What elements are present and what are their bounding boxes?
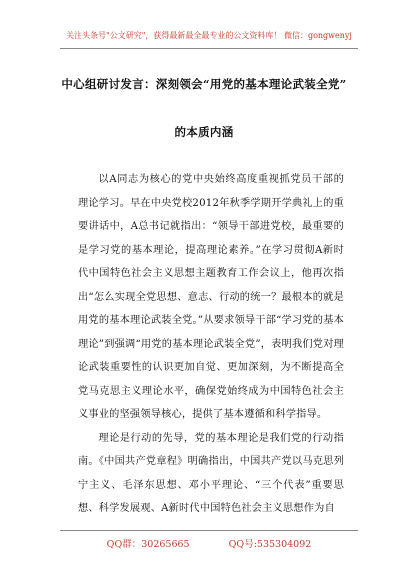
footer-qq-group: QQ群：30265665	[106, 539, 190, 550]
header-banner: 关注头条号"公文研究"，获得最新最全最专业的公文资料库！ 微信：gongwenyj	[66, 31, 352, 40]
body-paragraph-1: 以A同志为核心的党中央始终高度重视抓党员干部的理论学习。早在中央党校2012年秋季学期开学典礼上的重要讲话中，A总书记就指出：“领导干部进党校，最重要的是学习党的基本理论，提高理论素养。”在学习贯彻A新时代中国特色社会主义思想主题教育工作会议上，他再次指出“怎么实现全党思想、意志、行动的统一？最根本的就是用党的基本理论武装全党。”从要求领导干部“学习党的基本理论”到强调“用党的基本理论武装全党”，表明我们党对理论武装重要性的认识更加自觉、更加深刻，为不断提高全党马克思主义理论水平，确保党始终成为中国特色社会主义事业的坚强领导核心，提供了基本遵循和科学指导。	[78, 174, 344, 420]
header-divider	[60, 48, 358, 49]
body-paragraph-2: 理论是行动的先导，党的基本理论是我们党的行动指南。《中国共产党章程》明确指出，中国共产党以马克思列宁主义、毛泽东思想、邓小平理论、“三个代表”重要思想、科学发展观、A新时代中国特色社会主义思想作为自	[78, 432, 344, 514]
footer-divider	[60, 530, 358, 531]
footer-qq-number: QQ号:535304092	[228, 539, 312, 550]
document-title-line-2: 的本质内涵	[174, 125, 234, 139]
document-title-line-1: 中心组研讨发言：深刻领会“用党的基本理论武装全党”	[61, 77, 347, 91]
document-body	[78, 168, 344, 521]
footer	[60, 536, 358, 550]
